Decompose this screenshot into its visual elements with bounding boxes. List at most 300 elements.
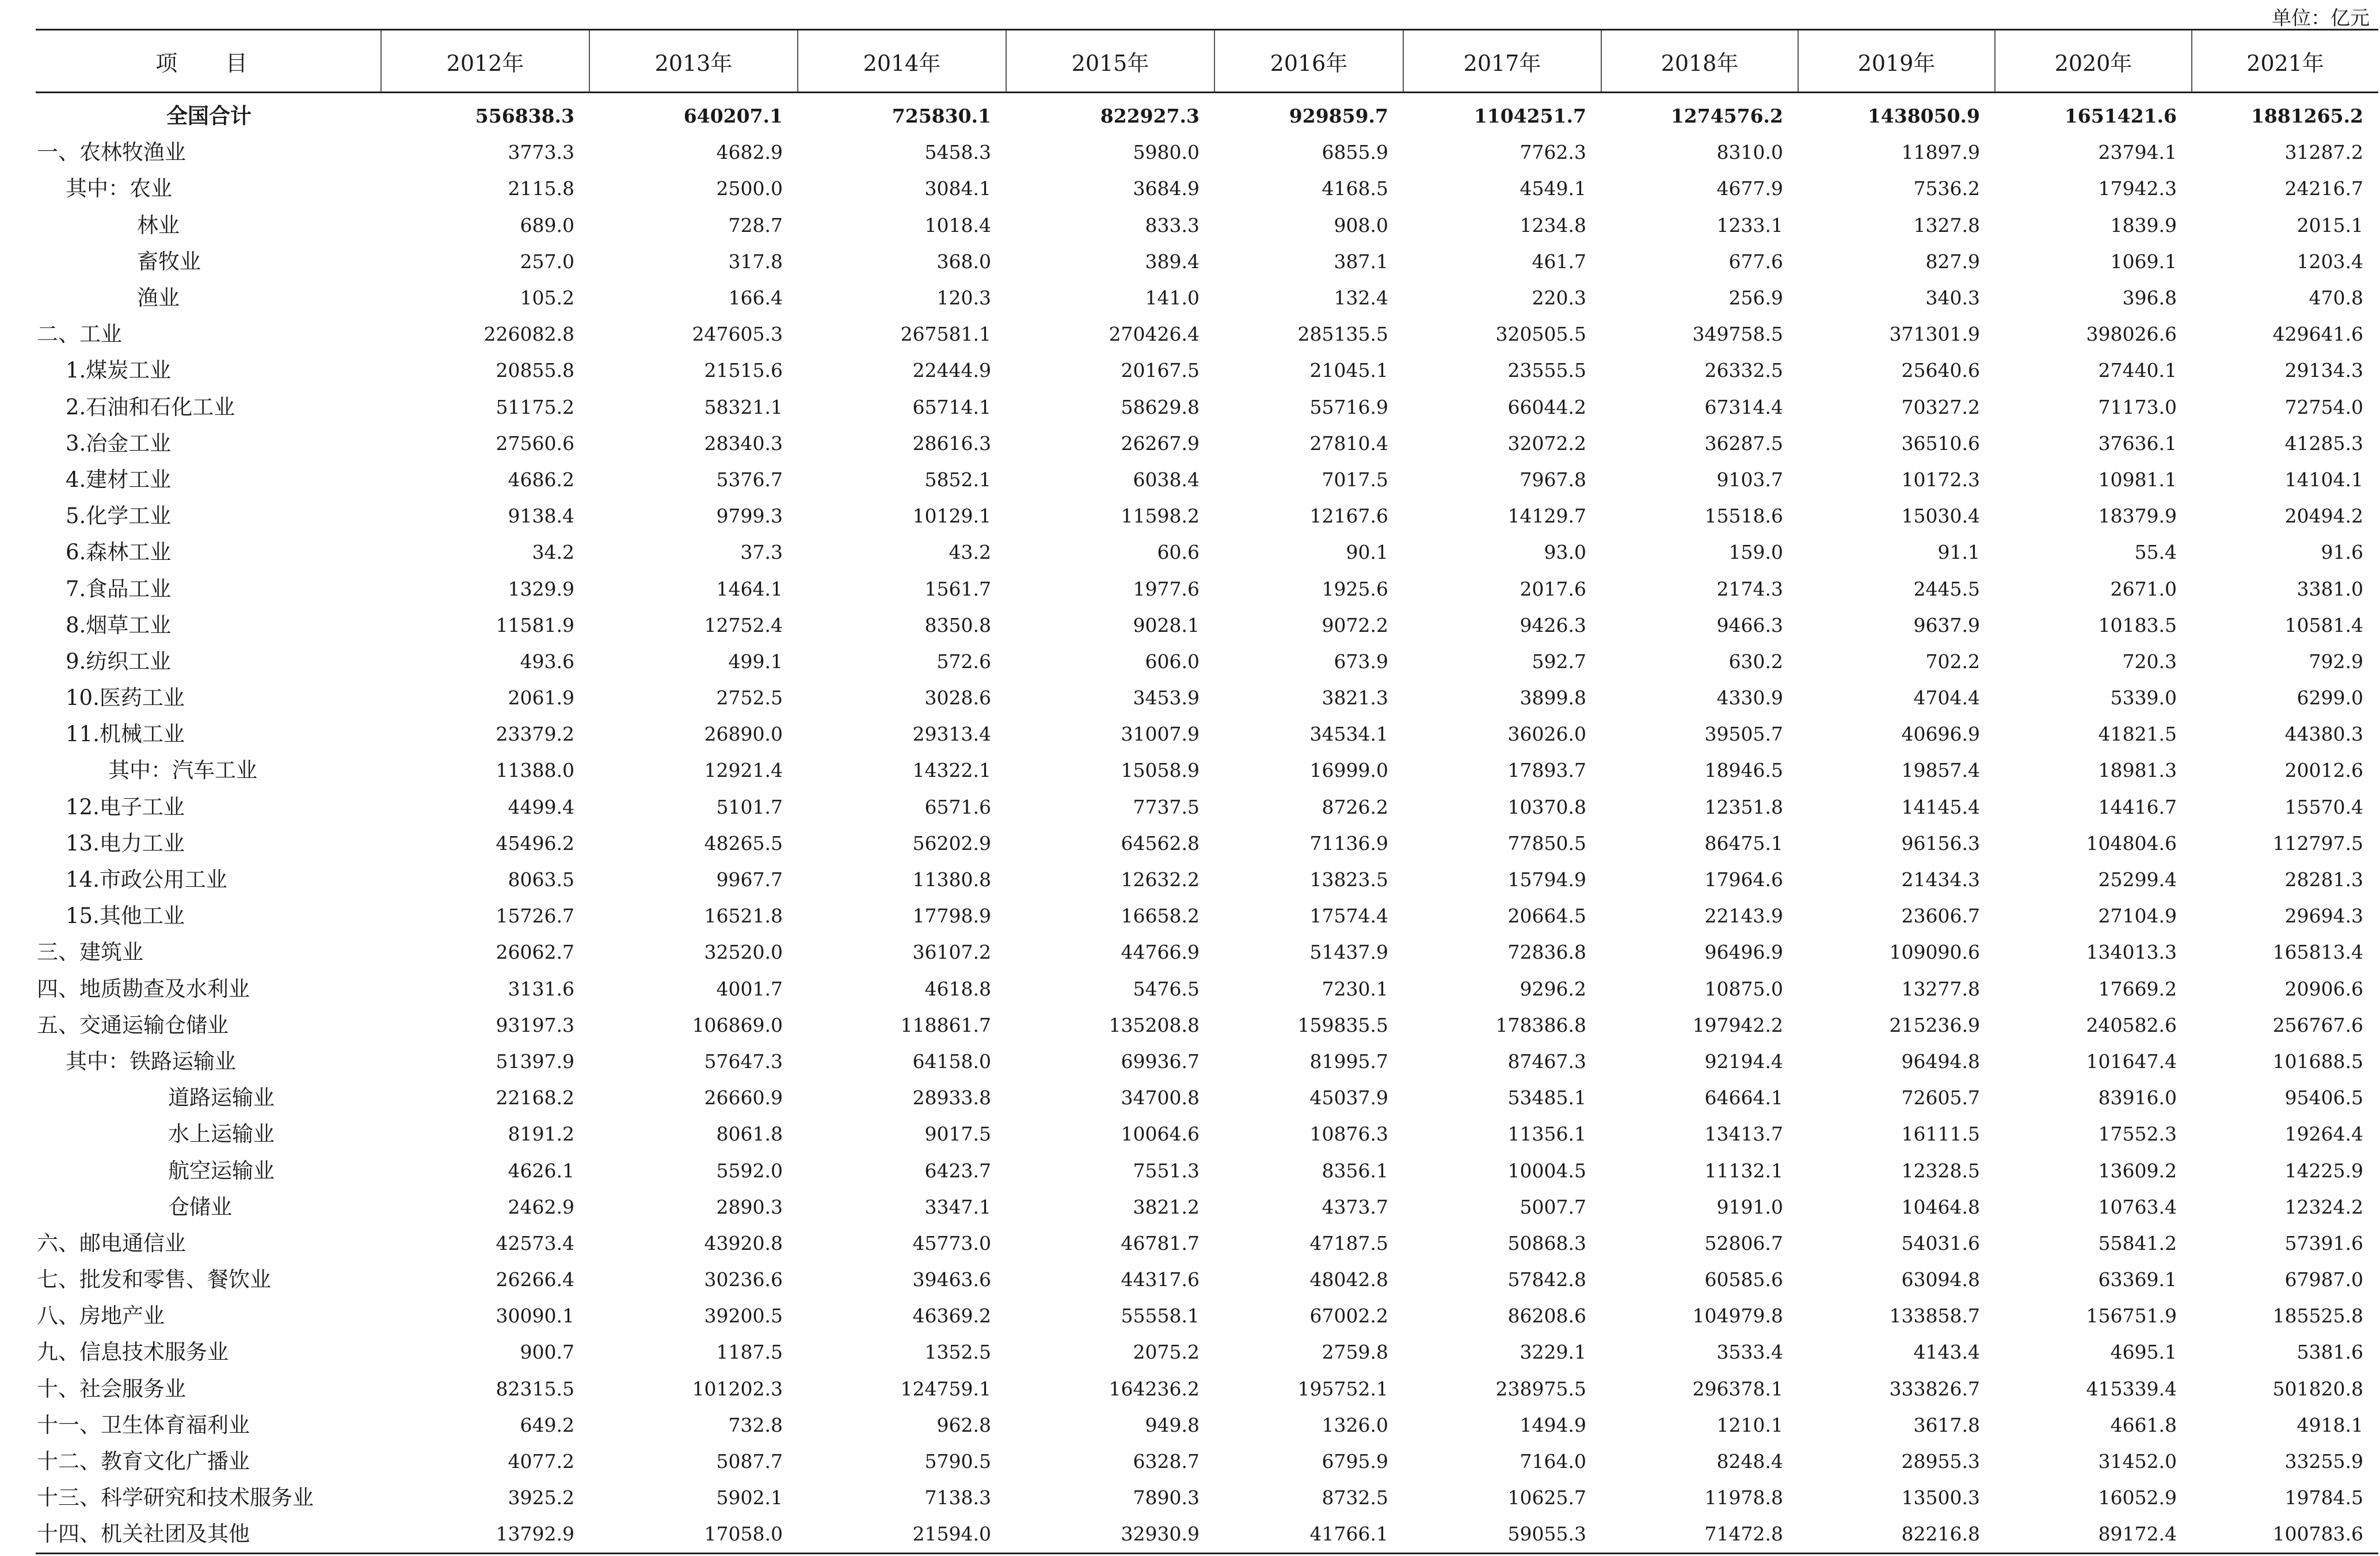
cell-value: 12324.2 xyxy=(2284,1195,2363,1218)
cell-value: 649.2 xyxy=(520,1413,574,1436)
cell-value: 16658.2 xyxy=(1121,905,1199,928)
cell-value: 2671.0 xyxy=(2110,577,2177,600)
cell-value: 26660.9 xyxy=(704,1086,783,1109)
cell-value: 19784.5 xyxy=(2284,1486,2363,1509)
cell-value: 12921.4 xyxy=(704,759,783,782)
header-year: 2016年 xyxy=(1214,30,1403,93)
data-table xyxy=(36,29,2378,1554)
row-label: 一、农林牧渔业 xyxy=(37,140,186,165)
cell-value: 52806.7 xyxy=(1704,1231,1783,1254)
cell-value: 31287.2 xyxy=(2284,141,2363,164)
cell-value: 17893.7 xyxy=(1507,759,1586,782)
cell-value: 96496.9 xyxy=(1704,941,1783,964)
cell-value: 6571.6 xyxy=(924,795,991,818)
cell-value: 5087.7 xyxy=(716,1450,783,1473)
cell-value: 18946.5 xyxy=(1704,759,1783,782)
cell-value: 27810.4 xyxy=(1309,432,1388,455)
cell-value: 16052.9 xyxy=(2098,1486,2177,1509)
cell-value: 57647.3 xyxy=(704,1050,783,1073)
cell-value: 8726.2 xyxy=(1322,795,1388,818)
cell-value: 1326.0 xyxy=(1322,1413,1388,1436)
row-label: 六、邮电通信业 xyxy=(37,1230,186,1256)
cell-value: 46781.7 xyxy=(1121,1231,1199,1254)
table-row xyxy=(36,425,2378,462)
cell-value: 2075.2 xyxy=(1133,1341,1199,1364)
cell-value: 57391.6 xyxy=(2284,1231,2363,1254)
cell-value: 9296.2 xyxy=(1520,977,1586,1000)
table-row xyxy=(36,389,2378,425)
cell-value: 1203.4 xyxy=(2297,250,2363,273)
table-row xyxy=(36,207,2378,243)
cell-value: 1327.8 xyxy=(1913,213,1980,237)
cell-value: 93.0 xyxy=(1544,541,1586,564)
cell-value: 4677.9 xyxy=(1716,177,1783,200)
cell-value: 9191.0 xyxy=(1716,1195,1783,1218)
cell-value: 9799.3 xyxy=(716,505,783,528)
row-label: 渔业 xyxy=(137,285,180,311)
cell-value: 48265.5 xyxy=(704,832,783,855)
cell-value: 415339.4 xyxy=(2086,1377,2177,1400)
table-row xyxy=(36,570,2378,607)
row-label: 十、社会服务业 xyxy=(37,1376,186,1401)
cell-value: 13413.7 xyxy=(1704,1123,1783,1146)
header-year: 2015年 xyxy=(1006,30,1214,93)
cell-value: 4695.1 xyxy=(2110,1341,2177,1364)
table-row xyxy=(36,680,2378,716)
cell-value: 4704.4 xyxy=(1913,687,1980,710)
table-row xyxy=(36,93,2378,135)
cell-value: 41285.3 xyxy=(2284,432,2363,455)
cell-value: 3899.8 xyxy=(1520,687,1586,710)
cell-value: 3131.6 xyxy=(508,977,574,1000)
cell-value: 11581.9 xyxy=(496,613,574,636)
cell-value: 72836.8 xyxy=(1507,941,1586,964)
cell-value: 44766.9 xyxy=(1121,941,1199,964)
cell-value: 4618.8 xyxy=(924,977,991,1000)
table-row xyxy=(36,1043,2378,1080)
cell-value: 1494.9 xyxy=(1520,1413,1586,1436)
cell-value: 12167.6 xyxy=(1309,505,1388,528)
cell-value: 71136.9 xyxy=(1309,832,1388,855)
cell-value: 1839.9 xyxy=(2110,213,2177,237)
cell-value: 90.1 xyxy=(1346,541,1388,564)
cell-value: 1881265.2 xyxy=(2250,105,2363,128)
cell-value: 24216.7 xyxy=(2284,177,2363,200)
cell-value: 3821.3 xyxy=(1322,687,1388,710)
cell-value: 16521.8 xyxy=(704,905,783,928)
cell-value: 572.6 xyxy=(936,650,991,673)
cell-value: 1233.1 xyxy=(1716,213,1783,237)
cell-value: 10064.6 xyxy=(1121,1123,1199,1146)
cell-value: 51437.9 xyxy=(1309,941,1388,964)
row-label: 航空运输业 xyxy=(168,1158,275,1183)
cell-value: 5476.5 xyxy=(1133,977,1199,1000)
cell-value: 270426.4 xyxy=(1109,323,1199,346)
cell-value: 42573.4 xyxy=(496,1231,574,1254)
cell-value: 82216.8 xyxy=(1798,1516,1995,1553)
cell-value: 349758.5 xyxy=(1692,323,1783,346)
table-row xyxy=(36,1152,2378,1188)
cell-value: 105.2 xyxy=(520,287,574,310)
table-row xyxy=(36,316,2378,352)
cell-value: 23555.5 xyxy=(1507,359,1586,382)
row-label: 水上运输业 xyxy=(168,1122,275,1147)
cell-value: 20664.5 xyxy=(1507,905,1586,928)
cell-value: 256.9 xyxy=(1728,287,1783,310)
cell-value: 95406.5 xyxy=(2284,1086,2363,1109)
cell-value: 13500.3 xyxy=(1901,1486,1980,1509)
table-row xyxy=(36,243,2378,280)
row-label: 7.食品工业 xyxy=(66,576,172,601)
cell-value: 60.6 xyxy=(1157,541,1199,564)
cell-value: 45496.2 xyxy=(496,832,574,855)
cell-value: 396.8 xyxy=(2122,287,2177,310)
cell-value: 4918.1 xyxy=(2297,1413,2363,1436)
cell-value: 8350.8 xyxy=(924,613,991,636)
cell-value: 14322.1 xyxy=(912,759,991,782)
table-row xyxy=(36,352,2378,388)
cell-value: 2015.1 xyxy=(2297,213,2363,237)
cell-value: 1464.1 xyxy=(716,577,783,600)
row-label: 二、工业 xyxy=(37,322,122,347)
cell-value: 9637.9 xyxy=(1913,613,1980,636)
cell-value: 226082.8 xyxy=(483,323,574,346)
cell-value: 13609.2 xyxy=(2098,1159,2177,1182)
cell-value: 11598.2 xyxy=(1121,505,1199,528)
cell-value: 15794.9 xyxy=(1507,868,1586,891)
cell-value: 5458.3 xyxy=(924,141,991,164)
cell-value: 7164.0 xyxy=(1520,1450,1586,1473)
table-body xyxy=(36,93,2378,1554)
cell-value: 493.6 xyxy=(520,650,574,673)
cell-value: 5902.1 xyxy=(716,1486,783,1509)
cell-value: 6855.9 xyxy=(1322,141,1388,164)
cell-value: 725830.1 xyxy=(892,105,991,128)
cell-value: 30236.6 xyxy=(704,1268,783,1291)
cell-value: 4626.1 xyxy=(508,1159,574,1182)
cell-value: 7551.3 xyxy=(1133,1159,1199,1182)
cell-value: 673.9 xyxy=(1334,650,1388,673)
cell-value: 32072.2 xyxy=(1507,432,1586,455)
table-row xyxy=(36,1371,2378,1407)
row-label: 十二、教育文化广播业 xyxy=(37,1449,250,1474)
cell-value: 949.8 xyxy=(1145,1413,1199,1436)
row-label: 13.电力工业 xyxy=(66,830,185,856)
header-row xyxy=(36,30,2378,93)
cell-value: 28933.8 xyxy=(912,1086,991,1109)
cell-value: 833.3 xyxy=(1145,213,1199,237)
cell-value: 7967.8 xyxy=(1520,468,1586,491)
cell-value: 59055.3 xyxy=(1403,1516,1601,1553)
cell-value: 368.0 xyxy=(936,250,991,273)
cell-value: 387.1 xyxy=(1334,250,1388,273)
header-year: 2017年 xyxy=(1403,30,1601,93)
cell-value: 3381.0 xyxy=(2297,577,2363,600)
cell-value: 10876.3 xyxy=(1309,1123,1388,1146)
table-row xyxy=(36,498,2378,534)
table-row xyxy=(36,1516,2378,1553)
cell-value: 429641.6 xyxy=(2272,323,2363,346)
cell-value: 19857.4 xyxy=(1901,759,1980,782)
cell-value: 17669.2 xyxy=(2098,977,2177,1000)
cell-value: 240582.6 xyxy=(2086,1013,2177,1036)
cell-value: 72605.7 xyxy=(1901,1086,1980,1109)
table-row xyxy=(36,1225,2378,1261)
cell-value: 215236.9 xyxy=(1889,1013,1980,1036)
cell-value: 5790.5 xyxy=(924,1450,991,1473)
cell-value: 36287.5 xyxy=(1704,432,1783,455)
cell-value: 6423.7 xyxy=(924,1159,991,1182)
cell-value: 51397.9 xyxy=(496,1050,574,1073)
table-row xyxy=(36,1261,2378,1298)
cell-value: 499.1 xyxy=(728,650,783,673)
cell-value: 720.3 xyxy=(2122,650,2177,673)
cell-value: 827.9 xyxy=(1925,250,1980,273)
cell-value: 53485.1 xyxy=(1507,1086,1586,1109)
cell-value: 165813.4 xyxy=(2272,941,2363,964)
cell-value: 45037.9 xyxy=(1309,1086,1388,1109)
row-label: 12.电子工业 xyxy=(66,794,185,819)
cell-value: 195752.1 xyxy=(1297,1377,1388,1400)
cell-value: 96494.8 xyxy=(1901,1050,1980,1073)
table-row xyxy=(36,280,2378,316)
cell-value: 31007.9 xyxy=(1121,723,1199,746)
cell-value: 11356.1 xyxy=(1507,1123,1586,1146)
cell-value: 14225.9 xyxy=(2284,1159,2363,1182)
cell-value: 15058.9 xyxy=(1121,759,1199,782)
cell-value: 64664.1 xyxy=(1704,1086,1783,1109)
cell-value: 10763.4 xyxy=(2098,1195,2177,1218)
table-row xyxy=(36,752,2378,788)
cell-value: 8061.8 xyxy=(716,1123,783,1146)
cell-value: 14129.7 xyxy=(1507,505,1586,528)
cell-value: 5592.0 xyxy=(716,1159,783,1182)
cell-value: 3617.8 xyxy=(1913,1413,1980,1436)
cell-value: 285135.5 xyxy=(1297,323,1388,346)
cell-value: 50868.3 xyxy=(1507,1231,1586,1254)
cell-value: 10625.7 xyxy=(1507,1486,1586,1509)
cell-value: 247605.3 xyxy=(692,323,783,346)
cell-value: 4682.9 xyxy=(716,141,783,164)
cell-value: 7762.3 xyxy=(1520,141,1586,164)
cell-value: 3229.1 xyxy=(1520,1341,1586,1364)
cell-value: 55.4 xyxy=(2134,541,2177,564)
table-row xyxy=(36,643,2378,680)
table-row xyxy=(36,789,2378,825)
cell-value: 9967.7 xyxy=(716,868,783,891)
cell-value: 55558.1 xyxy=(1121,1305,1199,1328)
cell-value: 8732.5 xyxy=(1322,1486,1388,1509)
cell-value: 64158.0 xyxy=(912,1050,991,1073)
row-label: 10.医药工业 xyxy=(66,685,185,711)
cell-value: 15518.6 xyxy=(1704,505,1783,528)
cell-value: 10464.8 xyxy=(1901,1195,1980,1218)
row-label: 五、交通运输仓储业 xyxy=(37,1012,229,1038)
cell-value: 40696.9 xyxy=(1901,723,1980,746)
cell-value: 3347.1 xyxy=(924,1195,991,1218)
cell-value: 1438050.9 xyxy=(1867,105,1980,128)
cell-value: 36510.6 xyxy=(1901,432,1980,455)
cell-value: 133858.7 xyxy=(1889,1305,1980,1328)
cell-value: 592.7 xyxy=(1532,650,1586,673)
cell-value: 93197.3 xyxy=(496,1013,574,1036)
cell-value: 606.0 xyxy=(1145,650,1199,673)
cell-value: 14145.4 xyxy=(1901,795,1980,818)
cell-value: 26890.0 xyxy=(704,723,783,746)
cell-value: 21594.0 xyxy=(798,1516,1006,1553)
cell-value: 9466.3 xyxy=(1716,613,1783,636)
cell-value: 55716.9 xyxy=(1309,395,1388,418)
cell-value: 732.8 xyxy=(728,1413,783,1436)
cell-value: 11132.1 xyxy=(1704,1159,1783,1182)
cell-value: 2017.6 xyxy=(1520,577,1586,600)
cell-value: 13823.5 xyxy=(1309,868,1388,891)
cell-value: 929859.7 xyxy=(1289,105,1388,128)
cell-value: 4499.4 xyxy=(508,795,574,818)
cell-value: 29694.3 xyxy=(2284,905,2363,928)
table-row xyxy=(36,1479,2378,1516)
row-label: 3.冶金工业 xyxy=(66,430,172,456)
table-row xyxy=(36,134,2378,170)
cell-value: 135208.8 xyxy=(1109,1013,1199,1036)
cell-value: 21045.1 xyxy=(1309,359,1388,382)
row-label: 2.石油和石化工业 xyxy=(66,394,235,419)
cell-value: 57842.8 xyxy=(1507,1268,1586,1291)
cell-value: 340.3 xyxy=(1925,287,1980,310)
cell-value: 67314.4 xyxy=(1704,395,1783,418)
cell-value: 104979.8 xyxy=(1692,1305,1783,1328)
cell-value: 44317.6 xyxy=(1121,1268,1199,1291)
cell-value: 20494.2 xyxy=(2284,505,2363,528)
cell-value: 11897.9 xyxy=(1901,141,1980,164)
cell-value: 11978.8 xyxy=(1704,1486,1783,1509)
cell-value: 20855.8 xyxy=(496,359,574,382)
cell-value: 371301.9 xyxy=(1889,323,1980,346)
cell-value: 1234.8 xyxy=(1520,213,1586,237)
cell-value: 8063.5 xyxy=(508,868,574,891)
cell-value: 28955.3 xyxy=(1901,1450,1980,1473)
cell-value: 22444.9 xyxy=(912,359,991,382)
cell-value: 185525.8 xyxy=(2272,1305,2363,1328)
cell-value: 34534.1 xyxy=(1309,723,1388,746)
cell-value: 7138.3 xyxy=(924,1486,991,1509)
cell-value: 2500.0 xyxy=(716,177,783,200)
cell-value: 1069.1 xyxy=(2110,250,2177,273)
cell-value: 3773.3 xyxy=(508,141,574,164)
cell-value: 10129.1 xyxy=(912,505,991,528)
cell-value: 101688.5 xyxy=(2272,1050,2363,1073)
cell-value: 100783.6 xyxy=(2192,1516,2378,1553)
cell-value: 159.0 xyxy=(1728,541,1783,564)
cell-value: 9017.5 xyxy=(924,1123,991,1146)
cell-value: 962.8 xyxy=(936,1413,991,1436)
cell-value: 4661.8 xyxy=(2110,1413,2177,1436)
cell-value: 7017.5 xyxy=(1322,468,1388,491)
cell-value: 5980.0 xyxy=(1133,141,1199,164)
cell-value: 13277.8 xyxy=(1901,977,1980,1000)
cell-value: 5852.1 xyxy=(924,468,991,491)
row-label: 9.纺织工业 xyxy=(66,649,172,674)
cell-value: 45773.0 xyxy=(912,1231,991,1254)
cell-value: 267581.1 xyxy=(900,323,991,346)
cell-value: 3453.9 xyxy=(1133,687,1199,710)
cell-value: 55841.2 xyxy=(2098,1231,2177,1254)
table-row xyxy=(36,1443,2378,1479)
cell-value: 10172.3 xyxy=(1901,468,1980,491)
cell-value: 1329.9 xyxy=(508,577,574,600)
cell-value: 13792.9 xyxy=(381,1516,589,1553)
row-label: 三、建筑业 xyxy=(37,940,143,965)
cell-value: 60585.6 xyxy=(1704,1268,1783,1291)
cell-value: 56202.9 xyxy=(912,832,991,855)
cell-value: 6328.7 xyxy=(1133,1450,1199,1473)
row-label: 十四、机关社团及其他 xyxy=(36,1516,381,1553)
cell-value: 23606.7 xyxy=(1901,905,1980,928)
cell-value: 7536.2 xyxy=(1913,177,1980,200)
cell-value: 16111.5 xyxy=(1901,1123,1980,1146)
cell-value: 22168.2 xyxy=(496,1086,574,1109)
cell-value: 8191.2 xyxy=(508,1123,574,1146)
row-label: 其中：铁路运输业 xyxy=(66,1048,236,1074)
cell-value: 109090.6 xyxy=(1889,941,1980,964)
table-row xyxy=(36,1407,2378,1443)
cell-value: 36107.2 xyxy=(912,941,991,964)
header-item: 项 目 xyxy=(36,30,381,93)
header-year: 2019年 xyxy=(1798,30,1995,93)
cell-value: 9103.7 xyxy=(1716,468,1783,491)
row-label: 道路运输业 xyxy=(168,1085,275,1111)
cell-value: 86475.1 xyxy=(1704,832,1783,855)
cell-value: 20906.6 xyxy=(2284,977,2363,1000)
header-year: 2013年 xyxy=(589,30,798,93)
cell-value: 21434.3 xyxy=(1901,868,1980,891)
table-row xyxy=(36,934,2378,970)
cell-value: 2890.3 xyxy=(716,1195,783,1218)
cell-value: 6038.4 xyxy=(1133,468,1199,491)
cell-value: 34700.8 xyxy=(1121,1086,1199,1109)
row-label: 8.烟草工业 xyxy=(66,612,172,638)
cell-value: 18379.9 xyxy=(2098,505,2177,528)
row-label: 15.其他工业 xyxy=(66,903,185,929)
cell-value: 39505.7 xyxy=(1704,723,1783,746)
cell-value: 5339.0 xyxy=(2110,687,2177,710)
cell-value: 54031.6 xyxy=(1901,1231,1980,1254)
cell-value: 87467.3 xyxy=(1507,1050,1586,1073)
cell-value: 677.6 xyxy=(1728,250,1783,273)
cell-value: 317.8 xyxy=(728,250,783,273)
cell-value: 26332.5 xyxy=(1704,359,1783,382)
cell-value: 4330.9 xyxy=(1716,687,1783,710)
cell-value: 101202.3 xyxy=(692,1377,783,1400)
cell-value: 12632.2 xyxy=(1121,868,1199,891)
cell-value: 12351.8 xyxy=(1704,795,1783,818)
row-label: 十三、科学研究和技术服务业 xyxy=(37,1485,314,1511)
cell-value: 118861.7 xyxy=(900,1013,991,1036)
cell-value: 10981.1 xyxy=(2098,468,2177,491)
cell-value: 159835.5 xyxy=(1297,1013,1388,1036)
cell-value: 10370.8 xyxy=(1507,795,1586,818)
cell-value: 134013.3 xyxy=(2086,941,2177,964)
cell-value: 9138.4 xyxy=(508,505,574,528)
cell-value: 71472.8 xyxy=(1601,1516,1798,1553)
cell-value: 34.2 xyxy=(532,541,574,564)
table-row xyxy=(36,716,2378,752)
cell-value: 1561.7 xyxy=(924,577,991,600)
row-label: 5.化学工业 xyxy=(66,504,172,529)
cell-value: 1210.1 xyxy=(1716,1413,1783,1436)
cell-value: 96156.3 xyxy=(1901,832,1980,855)
cell-value: 23379.2 xyxy=(496,723,574,746)
